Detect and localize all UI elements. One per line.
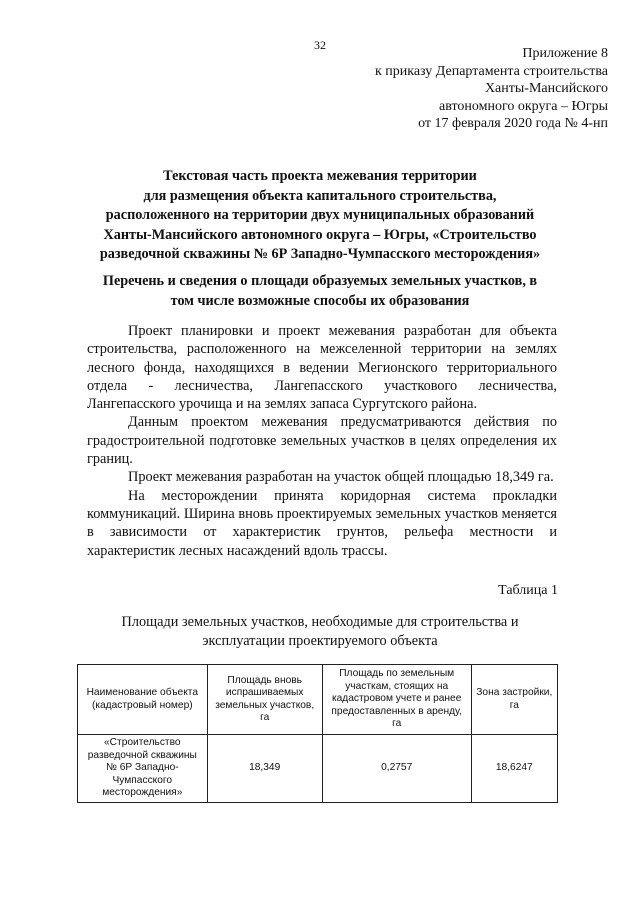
table-cell: «Строительство разведочной скважины № 6Р Западно-Чумпасского месторождения» xyxy=(78,735,208,803)
body-text xyxy=(87,322,557,560)
title-line: расположенного на территории двух муниципальных образований xyxy=(105,207,535,223)
table-cell: 0,2757 xyxy=(322,735,471,803)
title-line: Текстовая часть проекта межевания территории xyxy=(163,168,477,184)
caption-line: Площади земельных участков, необходимые для строительства и xyxy=(121,614,519,630)
table-row xyxy=(78,735,558,803)
caption-line: эксплуатации проектируемого объекта xyxy=(202,633,438,649)
title-line: разведочной скважины № 6Р Западно-Чумпасского месторождения» xyxy=(99,246,541,262)
table-caption xyxy=(60,613,580,651)
document-title xyxy=(60,167,580,265)
header-cell: Площадь вновь испрашиваемых земельных участков, га xyxy=(207,665,322,735)
heading-line: Перечень и сведения о площади образуемых земельных участков, в xyxy=(102,273,538,289)
land-area-table xyxy=(77,664,558,803)
title-line: для размещения объекта капитального строительства, xyxy=(143,187,497,204)
appendix-line: автономного округа – Югры xyxy=(439,98,608,114)
heading-line: том числе возможные способы их образования xyxy=(170,292,470,309)
appendix-line: Ханты-Мансийского xyxy=(484,81,608,96)
appendix-line: к приказу Департамента строительства xyxy=(374,63,608,79)
table-header-row xyxy=(78,665,558,735)
title-line: Ханты-Мансийского автономного округа – Югры, «Строительство xyxy=(103,226,537,243)
header-cell: Наименование объекта (кадастровый номер) xyxy=(78,665,208,735)
paragraph: Проект межевания разработан на участок общей площадью 18,349 га. xyxy=(128,469,554,486)
paragraph: На месторождении принята коридорная система прокладки коммуникаций. Ширина вновь проектируемых земельных участков меняется в зависимости от характеристик грунтов, рельефа местности и характеристик лесных насаждений вдоль трассы. xyxy=(87,487,557,559)
page-number: 32 xyxy=(314,38,326,52)
table-cell: 18,6247 xyxy=(471,735,557,803)
paragraph: Проект планировки и проект межевания разработан для объекта строительства, расположенного на межселенной территории на землях лесного фонда, находящихся в ведении Мегионского территориального отдела - лесничества, Лангепасского участкового лесничества, Лангепасского урочища и на землях запаса Сургутского района. xyxy=(87,323,557,413)
appendix-header xyxy=(375,45,608,133)
appendix-line: Приложение 8 xyxy=(522,46,608,61)
table-label: Таблица 1 xyxy=(498,583,558,598)
section-heading xyxy=(55,272,585,311)
appendix-line: от 17 февраля 2020 года № 4-нп xyxy=(418,116,608,131)
header-cell: Зона застройки, га xyxy=(471,665,557,735)
table-cell: 18,349 xyxy=(207,735,322,803)
header-cell: Площадь по земельным участкам, стоящих на кадастровом учете и ранее предоставленных в аренду, га xyxy=(322,665,471,735)
paragraph: Данным проектом межевания предусматриваются действия по градостроительной подготовке земельных участков в целях определения их границ. xyxy=(87,414,557,468)
